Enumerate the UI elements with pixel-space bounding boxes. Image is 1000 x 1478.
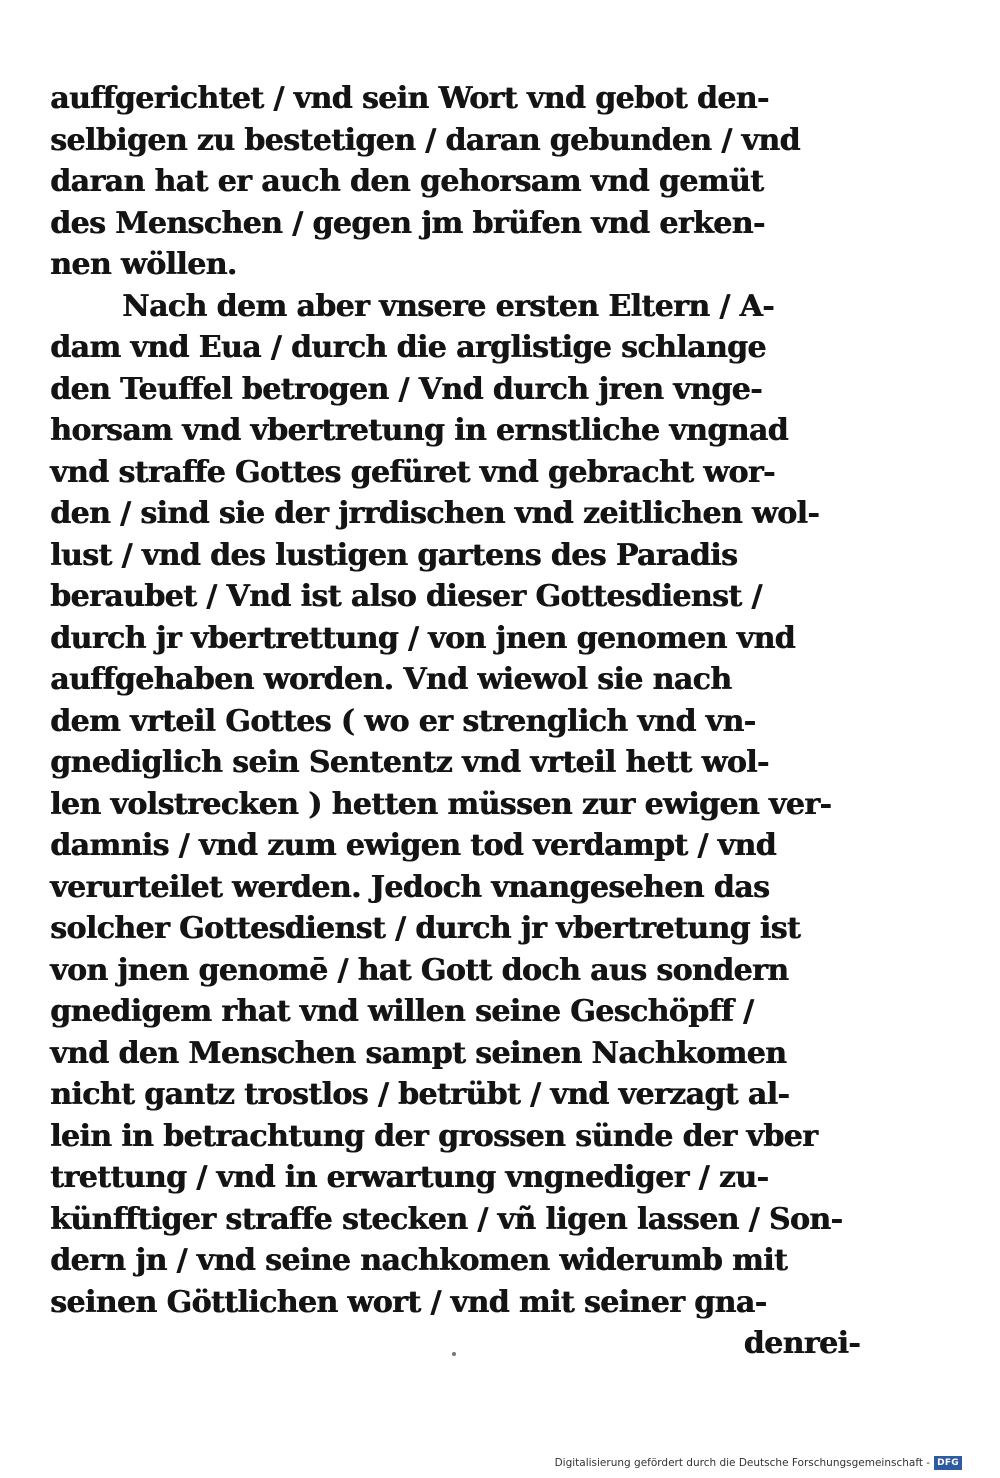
text-line-19: damnis / vnd zum ewigen tod verdampt / vnd — [50, 828, 776, 863]
text-line-16: dem vrteil Gottes ( wo er strenglich vnd vn- — [50, 703, 756, 739]
text-line-17: gnediglich sein Sententz vnd vrteil hett wol- — [50, 745, 769, 780]
text-line-7: dam vnd Eua / durch die arglistige schlange — [50, 330, 766, 365]
dfg-logo-icon: DFG — [934, 1456, 962, 1470]
text-line-24: vnd den Menschen sampt seinen Nachkomen — [50, 1035, 787, 1071]
text-line-18: len volstrecken ) hetten müssen zur ewigen ver- — [50, 786, 832, 822]
text-line-20: verurteilet werden. Jedoch vnangesehen das — [50, 869, 770, 905]
text-line-27: trettung / vnd in erwartung vngnediger / zu- — [50, 1160, 769, 1195]
text-line-15: auffgehaben worden. Vnd wiewol sie nach — [50, 662, 732, 697]
digitization-footer — [555, 1454, 962, 1472]
text-line-22: von jnen genomē / hat Gott doch aus sondern — [50, 952, 789, 988]
text-line-9: horsam vnd vbertretung in ernstliche vngnad — [50, 413, 788, 448]
text-line-10: vnd straffe Gottes gefüret vnd gebracht wor- — [50, 454, 775, 490]
catchword: denrei- — [743, 1326, 860, 1361]
text-line-13: beraubet / Vnd ist also dieser Gottesdienst / — [50, 579, 762, 614]
text-line-11: den / sind sie der jrrdischen vnd zeitlichen wol- — [50, 496, 820, 531]
text-line-8: den Teuffel betrogen / Vnd durch jren vnge- — [50, 371, 762, 407]
text-line-5: nen wöllen. — [50, 247, 237, 282]
text-line-30: seinen Göttlichen wort / vnd mit seiner gna- — [50, 1284, 767, 1320]
text-line-6: Nach dem aber vnsere ersten Eltern / A- — [122, 288, 774, 324]
page-text — [50, 78, 860, 1365]
text-line-26: lein in betrachtung der grossen sünde der vber — [50, 1118, 818, 1154]
text-line-23: gnedigem rhat vnd willen seine Geschöpff / — [50, 994, 754, 1029]
text-line-3: daran hat er auch den gehorsam vnd gemüt — [50, 164, 764, 199]
text-line-14: durch jr vbertrettung / von jnen genomen vnd — [50, 620, 795, 656]
ink-speck — [452, 1352, 456, 1356]
text-line-25: nicht gantz trostlos / betrübt / vnd verzagt al- — [50, 1077, 790, 1112]
text-line-2: selbigen zu bestetigen / daran gebunden / vnd — [50, 122, 800, 158]
text-line-4: des Menschen / gegen jm brüfen vnd erken- — [50, 205, 765, 241]
text-line-1: auffgerichtet / vnd sein Wort vnd gebot den- — [50, 81, 769, 116]
text-line-28: künfftiger straffe stecken / vñ ligen lassen / Son- — [50, 1201, 843, 1237]
text-line-29: dern jn / vnd seine nachkomen widerumb mit — [50, 1243, 788, 1278]
text-line-21: solcher Gottesdienst / durch jr vbertretung ist — [50, 911, 801, 946]
funding-credit: Digitalisierung gefördert durch die Deutsche Forschungsgemeinschaft - — [554, 1457, 931, 1469]
text-line-12: lust / vnd des lustigen gartens des Paradis — [50, 537, 738, 573]
